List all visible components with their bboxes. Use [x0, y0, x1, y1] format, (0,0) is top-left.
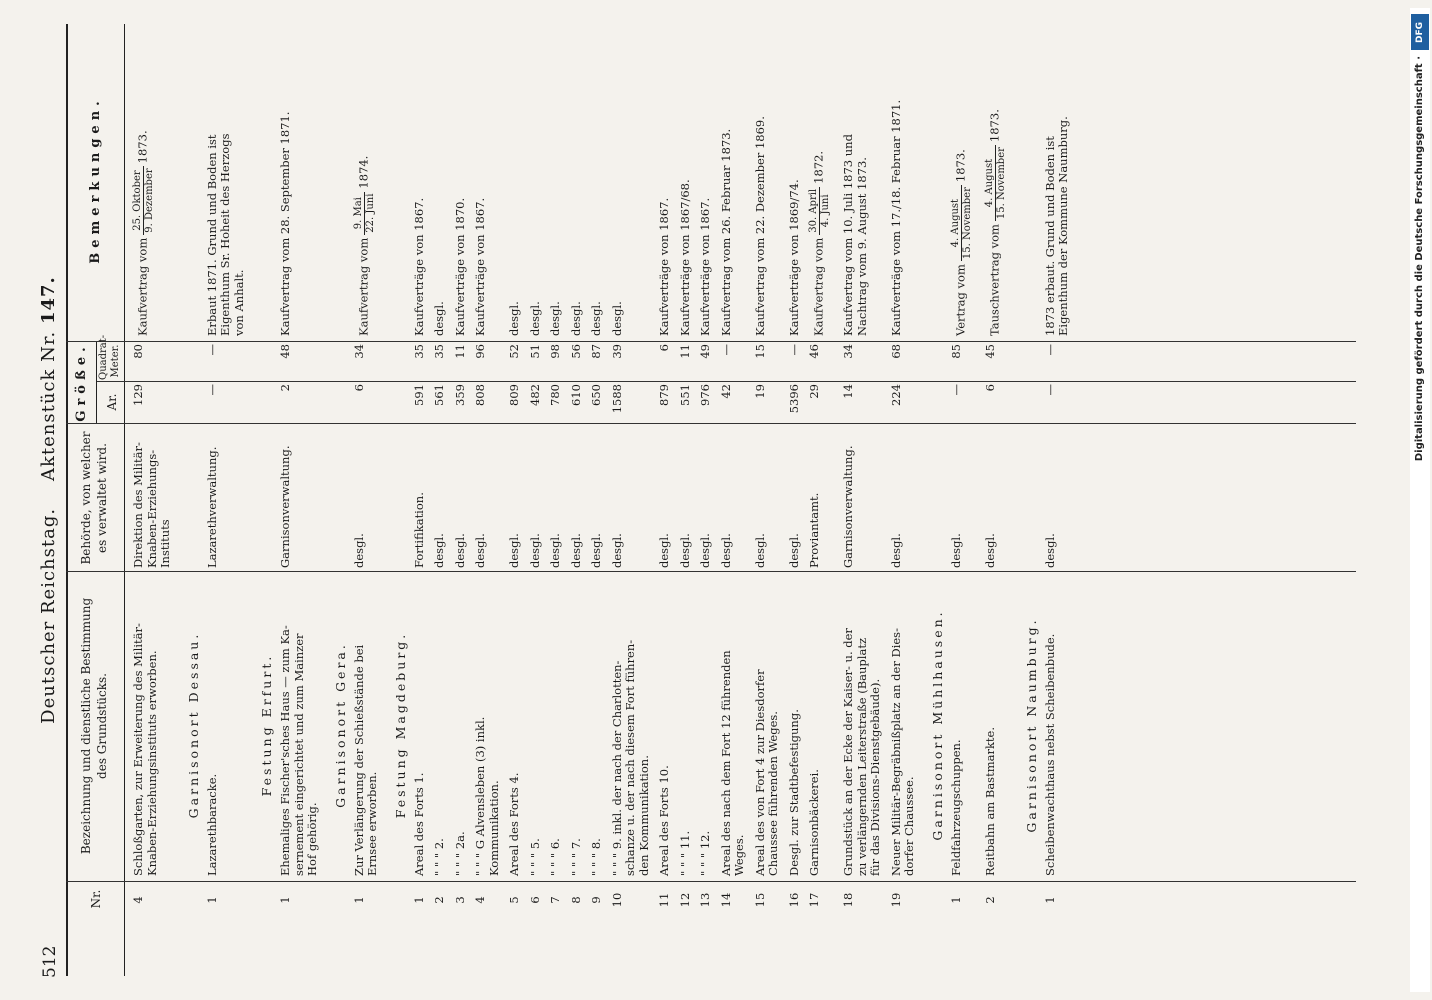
row-remarks: desgl.	[507, 301, 521, 336]
row-authority: desgl.	[452, 533, 467, 568]
row-authority: desgl.	[948, 533, 963, 568]
row-area-qm: 15	[752, 344, 767, 359]
row-description: Scheibenwachthaus nebst Scheibenbude.	[1042, 633, 1057, 876]
section-heading: Festung Magdeburg.	[392, 631, 408, 819]
row-description: " " " 11.	[677, 830, 692, 876]
groesse-rule	[96, 342, 97, 423]
header-bezeichnung: Bezeichnung und dienstliche Bestimmung des Grundstücks.	[79, 597, 109, 855]
row-area-ar: 129	[131, 384, 145, 406]
row-area-ar: 2	[278, 384, 292, 392]
row-area-ar: 561	[432, 384, 446, 406]
row-number: 2	[432, 896, 446, 904]
row-remarks: Kaufverträge von 1867.	[698, 197, 712, 336]
row-description: " " " 6.	[548, 838, 562, 876]
row-number: 17	[807, 892, 821, 908]
row-area-qm: 56	[568, 344, 583, 359]
row-area-ar: 1588	[609, 384, 624, 414]
row-number: 6	[527, 896, 542, 904]
row-authority: desgl.	[351, 533, 366, 568]
row-authority: desgl.	[527, 533, 542, 568]
date-fraction: 4. August 15. November	[983, 147, 1007, 220]
row-authority: desgl.	[888, 533, 903, 568]
row-number: 8	[568, 896, 583, 904]
row-authority: desgl.	[657, 533, 671, 568]
date-fraction: 9. Mai 22. Juni	[352, 193, 376, 233]
row-area-qm: 35	[411, 344, 426, 359]
row-remarks: Kaufvertrag vom 22. Dezember 1869.	[752, 116, 767, 336]
row-area-ar: 591	[411, 384, 426, 406]
row-authority: desgl.	[609, 533, 624, 568]
row-remarks: Kaufverträge von 1869/74.	[786, 179, 801, 336]
row-description: Areal des von Fort 4 zur Diesdorfer Chaussee führenden Weges.	[752, 669, 780, 876]
row-number: 1	[278, 896, 292, 904]
row-number: 1	[351, 896, 366, 904]
column-divider	[66, 341, 1356, 342]
section-heading: Garnisonort Naumburg.	[1023, 617, 1039, 833]
row-description: Areal des Forts 4.	[507, 772, 521, 876]
row-remarks: Tauschvertrag vom 4. August 15. November 1873.	[983, 109, 1007, 336]
row-authority: desgl.	[568, 533, 583, 568]
row-authority: Lazarethverwaltung.	[204, 446, 219, 568]
row-authority: Proviantamt.	[807, 492, 821, 568]
row-description: " " " 12.	[698, 830, 712, 876]
row-area-ar: —	[204, 384, 219, 396]
row-number: 19	[888, 892, 903, 908]
row-area-qm: —	[718, 344, 733, 356]
header-groesse: Größe.	[74, 342, 89, 422]
row-remarks: 1873 erbaut. Grund und Boden ist Eigenthum der Kommune Naumburg.	[1042, 116, 1070, 336]
row-remarks: desgl.	[609, 301, 624, 336]
column-divider	[66, 423, 1356, 424]
row-authority: desgl.	[473, 533, 487, 568]
row-remarks: Kaufvertrag vom 26. Februar 1873.	[718, 128, 733, 336]
row-description: " " " 2a.	[452, 831, 467, 876]
row-area-qm: 11	[452, 344, 467, 359]
row-description: Lazarethbaracke.	[204, 773, 219, 876]
row-authority: desgl.	[589, 533, 603, 568]
row-remarks: Kaufvertrag vom 25. Oktober 9. Dezember 1873.	[132, 130, 155, 336]
row-authority: Garnisonverwaltung.	[841, 445, 855, 568]
row-remarks: Kaufverträge von 1867.	[473, 197, 487, 336]
row-number: 4	[131, 896, 145, 904]
row-area-ar: 650	[589, 384, 603, 406]
row-description: " " " 8.	[589, 838, 603, 876]
row-remarks: Kaufverträge von 1867.	[411, 197, 426, 336]
row-area-qm: 68	[888, 344, 903, 359]
row-authority: desgl.	[752, 533, 767, 568]
row-area-qm: 45	[982, 344, 997, 359]
row-area-qm: —	[786, 344, 801, 356]
row-area-ar: —	[1042, 384, 1057, 396]
row-number: 3	[452, 896, 467, 904]
running-title	[38, 0, 59, 1000]
row-authority: desgl.	[1042, 533, 1057, 568]
page-number: 512	[40, 945, 60, 978]
row-area-qm: 51	[527, 344, 542, 359]
row-number: 4	[473, 896, 487, 904]
row-authority: Garnisonverwaltung.	[278, 445, 292, 568]
running-head	[0, 0, 70, 1000]
row-authority: desgl.	[982, 533, 997, 568]
row-authority: desgl.	[786, 533, 801, 568]
row-area-ar: 29	[807, 384, 821, 399]
row-area-ar: 879	[657, 384, 671, 406]
header-bemerkungen: Bemerkungen.	[88, 96, 103, 264]
row-number: 1	[948, 896, 963, 904]
row-area-ar: —	[948, 384, 963, 396]
row-description: Ehemaliges Fischer'sches Haus — zum Ka- sernement eingerichtet und zum Mainzer Hof gehörig.	[278, 625, 319, 876]
row-remarks: desgl.	[589, 301, 603, 336]
row-area-qm: 52	[507, 344, 521, 359]
row-authority: desgl.	[548, 533, 562, 568]
column-divider	[66, 881, 1356, 882]
row-number: 14	[718, 892, 733, 908]
digitization-sidebar	[1410, 8, 1430, 992]
row-number: 16	[786, 892, 801, 908]
row-number: 1	[411, 896, 426, 904]
row-area-ar: 5396	[786, 384, 801, 414]
row-area-qm: 80	[131, 344, 145, 359]
section-heading: Garnisonort Mühlhausen.	[929, 609, 945, 841]
row-number: 18	[841, 892, 855, 908]
row-area-qm: 49	[698, 344, 712, 359]
row-area-ar: 19	[752, 384, 767, 399]
row-remarks: desgl.	[548, 301, 562, 336]
row-area-ar: 6	[982, 384, 997, 392]
header-behoerde: Behörde, von welcher es verwaltet wird.	[79, 431, 109, 565]
header-ar: Ar.	[105, 393, 119, 411]
row-authority: desgl.	[677, 533, 692, 568]
row-number: 7	[548, 896, 562, 904]
row-area-qm: 39	[609, 344, 624, 359]
row-number: 12	[677, 892, 692, 908]
row-remarks: desgl.	[432, 301, 446, 336]
row-area-qm: 35	[432, 344, 446, 359]
row-description: " " " G Alvensleben (3) inkl. Kommunikation.	[473, 716, 501, 876]
row-area-ar: 359	[452, 384, 467, 406]
row-authority: Fortifikation.	[411, 492, 426, 568]
row-area-qm: 87	[589, 344, 603, 359]
document-ref-prefix: Aktenstück Nr.	[38, 330, 59, 482]
row-authority: desgl.	[698, 533, 712, 568]
row-remarks: Kaufvertrag vom 10. Juli 1873 und Nachtrag vom 9. August 1873.	[841, 134, 869, 336]
row-description: " " " 2.	[432, 838, 446, 876]
header-qm: Quadrat- Meter.	[98, 334, 121, 380]
row-area-ar: 14	[841, 384, 855, 399]
row-area-ar: 809	[507, 384, 521, 406]
row-remarks: Kaufverträge von 1867.	[657, 197, 671, 336]
row-area-ar: 808	[473, 384, 487, 406]
row-area-ar: 42	[718, 384, 733, 399]
head-rule	[66, 24, 68, 976]
row-remarks: desgl.	[527, 301, 542, 336]
row-number: 1	[204, 896, 219, 904]
row-description: " " " 9. inkl. der nach der Charlotten- schanze u. der nach diesem Fort führen- den Kommunikation.	[609, 639, 651, 876]
row-area-qm: 48	[278, 344, 292, 359]
row-area-ar: 976	[698, 384, 712, 406]
row-remarks: Kaufvertrag vom 9. Mai 22. Juni 1874.	[352, 155, 376, 336]
row-description: Neuer Militär-Begräbnißplatz an der Dies- dorfer Chaussee.	[888, 628, 916, 876]
row-area-ar: 6	[351, 384, 366, 392]
row-remarks: Kaufverträge von 1870.	[452, 197, 467, 336]
row-area-ar: 482	[527, 384, 542, 406]
column-divider	[66, 571, 1356, 572]
row-area-ar: 610	[568, 384, 583, 406]
row-number: 10	[609, 892, 624, 908]
row-area-qm: 34	[351, 344, 366, 359]
row-description: Schloßgarten, zur Erweiterung des Militär- Knaben-Erziehungsinstituts erworben.	[131, 623, 159, 876]
row-area-qm: 11	[677, 344, 692, 359]
date-fraction: 30. April 4. Juni	[808, 188, 831, 233]
row-area-ar: 224	[888, 384, 903, 406]
row-number: 9	[589, 896, 603, 904]
row-remarks: Kaufverträge von 1867/68.	[677, 179, 692, 336]
row-number: 13	[698, 892, 712, 908]
digitization-notice: Digitalisierung gefördert durch die Deutsche Forschungsgemeinschaft ·	[1414, 56, 1425, 462]
row-area-qm: 96	[473, 344, 487, 359]
row-area-qm: 6	[657, 344, 671, 352]
row-authority: desgl.	[507, 533, 521, 568]
date-fraction: 4. August 15. November	[949, 187, 973, 260]
row-area-qm: 98	[548, 344, 562, 359]
row-number: 15	[752, 892, 767, 908]
row-authority: desgl.	[432, 533, 446, 568]
section-heading: Garnisonort Gera.	[332, 642, 348, 808]
row-number: 2	[982, 896, 997, 904]
row-description: Grundstück an der Ecke der Kaiser- u. der zu verlängernden Leiterstraße (Bauplatz für das Divisions-Dienstgebäude).	[841, 628, 882, 876]
header-bottom-rule	[124, 24, 125, 976]
row-remarks: Vertrag vom 4. August 15. November 1873.	[949, 149, 973, 336]
row-number: 5	[507, 896, 521, 904]
row-area-qm: 34	[841, 344, 855, 359]
column-divider	[96, 381, 1356, 382]
row-remarks: Kaufverträge vom 17./18. Februar 1871.	[888, 99, 903, 336]
date-fraction: 25. Oktober 9. Dezember	[132, 168, 155, 233]
section-heading: Festung Erfurt.	[259, 653, 274, 797]
row-description: Areal des nach dem Fort 12 führenden Weges.	[718, 650, 746, 876]
row-area-ar: 551	[677, 384, 692, 406]
header-nr: Nr.	[89, 889, 103, 909]
row-remarks: Erbaut 1871. Grund und Boden ist Eigenthum Sr. Hoheit des Herzogs von Anhalt.	[204, 133, 246, 336]
row-description: Areal des Forts 1.	[411, 772, 426, 876]
section-heading: Garnisonort Dessau.	[185, 631, 201, 819]
row-description: Feldfahrzeugschuppen.	[948, 739, 963, 876]
row-number: 11	[657, 892, 671, 908]
row-remarks: Kaufvertrag vom 30. April 4. Juni 1872.	[808, 150, 831, 336]
row-remarks: Kaufvertrag vom 28. September 1871.	[278, 111, 292, 336]
document-number: 147.	[38, 276, 59, 325]
journal-title: Deutscher Reichstag.	[38, 507, 59, 724]
row-area-qm: —	[1042, 344, 1057, 356]
row-description: Areal des Forts 10.	[657, 765, 671, 876]
row-description: Desgl. zur Stadtbefestigung.	[786, 709, 801, 876]
row-description: Reitbahn am Bastmarkte.	[982, 726, 997, 876]
row-area-qm: 46	[807, 344, 821, 359]
row-area-qm: 85	[948, 344, 963, 359]
row-area-ar: 780	[548, 384, 562, 406]
row-description: Garnisonbäckerei.	[807, 769, 821, 876]
row-area-qm: —	[204, 344, 219, 356]
row-authority: Direktion des Militär- Knaben-Erziehungs- Instituts	[131, 442, 172, 568]
row-description: " " " 7.	[568, 838, 583, 876]
row-description: Zur Verlängerung der Schießstände bei Ernsee erworben.	[351, 644, 379, 876]
row-number: 1	[1042, 896, 1057, 904]
row-remarks: desgl.	[568, 301, 583, 336]
dfg-logo-icon: DFG	[1411, 14, 1429, 50]
row-description: " " " 5.	[527, 838, 542, 876]
row-authority: desgl.	[718, 533, 733, 568]
